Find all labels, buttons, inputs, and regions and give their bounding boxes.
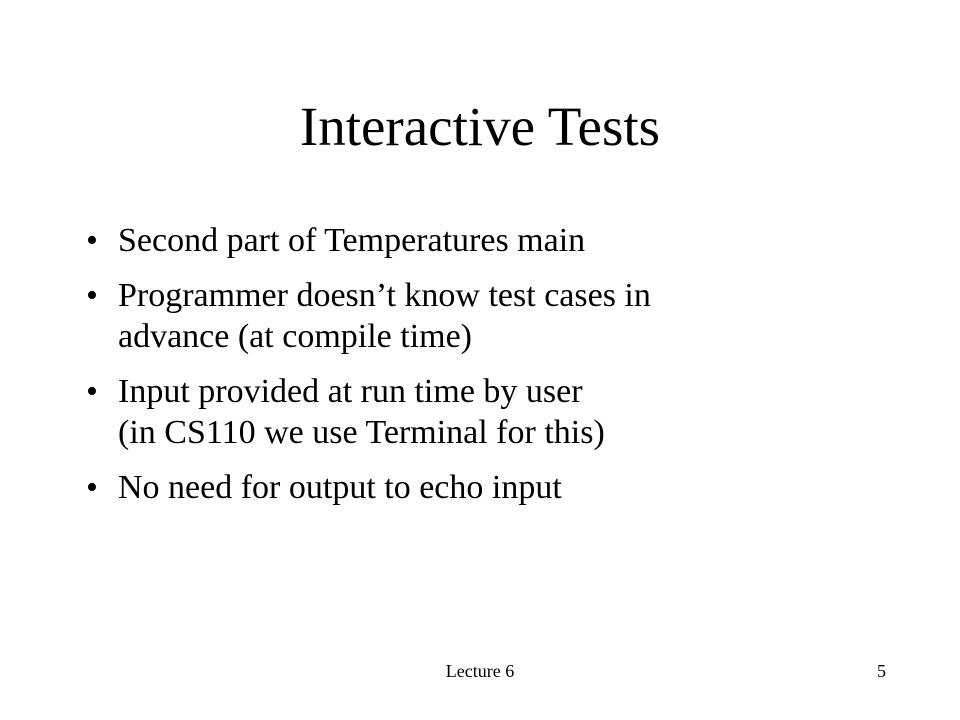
bullet-text-continuation: advance (at compile time) bbox=[118, 318, 472, 355]
bullet-marker: • bbox=[86, 277, 98, 314]
bullet-item bbox=[86, 371, 906, 453]
slide-title: Interactive Tests bbox=[299, 96, 661, 157]
bullet-text: Second part of Temperatures main bbox=[118, 222, 586, 259]
bullet-text: Input provided at run time by user bbox=[118, 373, 583, 410]
bullet-text: No need for output to echo input bbox=[118, 469, 562, 506]
bullet-marker: • bbox=[86, 222, 98, 259]
bullet-text-continuation: (in CS110 we use Terminal for this) bbox=[118, 414, 605, 451]
bullet-item bbox=[86, 275, 906, 357]
footer-page-number: 5 bbox=[877, 661, 886, 681]
footer-lecture-label: Lecture 6 bbox=[445, 661, 515, 681]
bullet-item bbox=[86, 220, 906, 261]
bullet-marker: • bbox=[86, 373, 98, 410]
bullet-text: Programmer doesn’t know test cases in bbox=[118, 277, 651, 314]
bullet-item bbox=[86, 467, 906, 508]
bullet-list bbox=[86, 220, 906, 522]
bullet-marker: • bbox=[86, 469, 98, 506]
